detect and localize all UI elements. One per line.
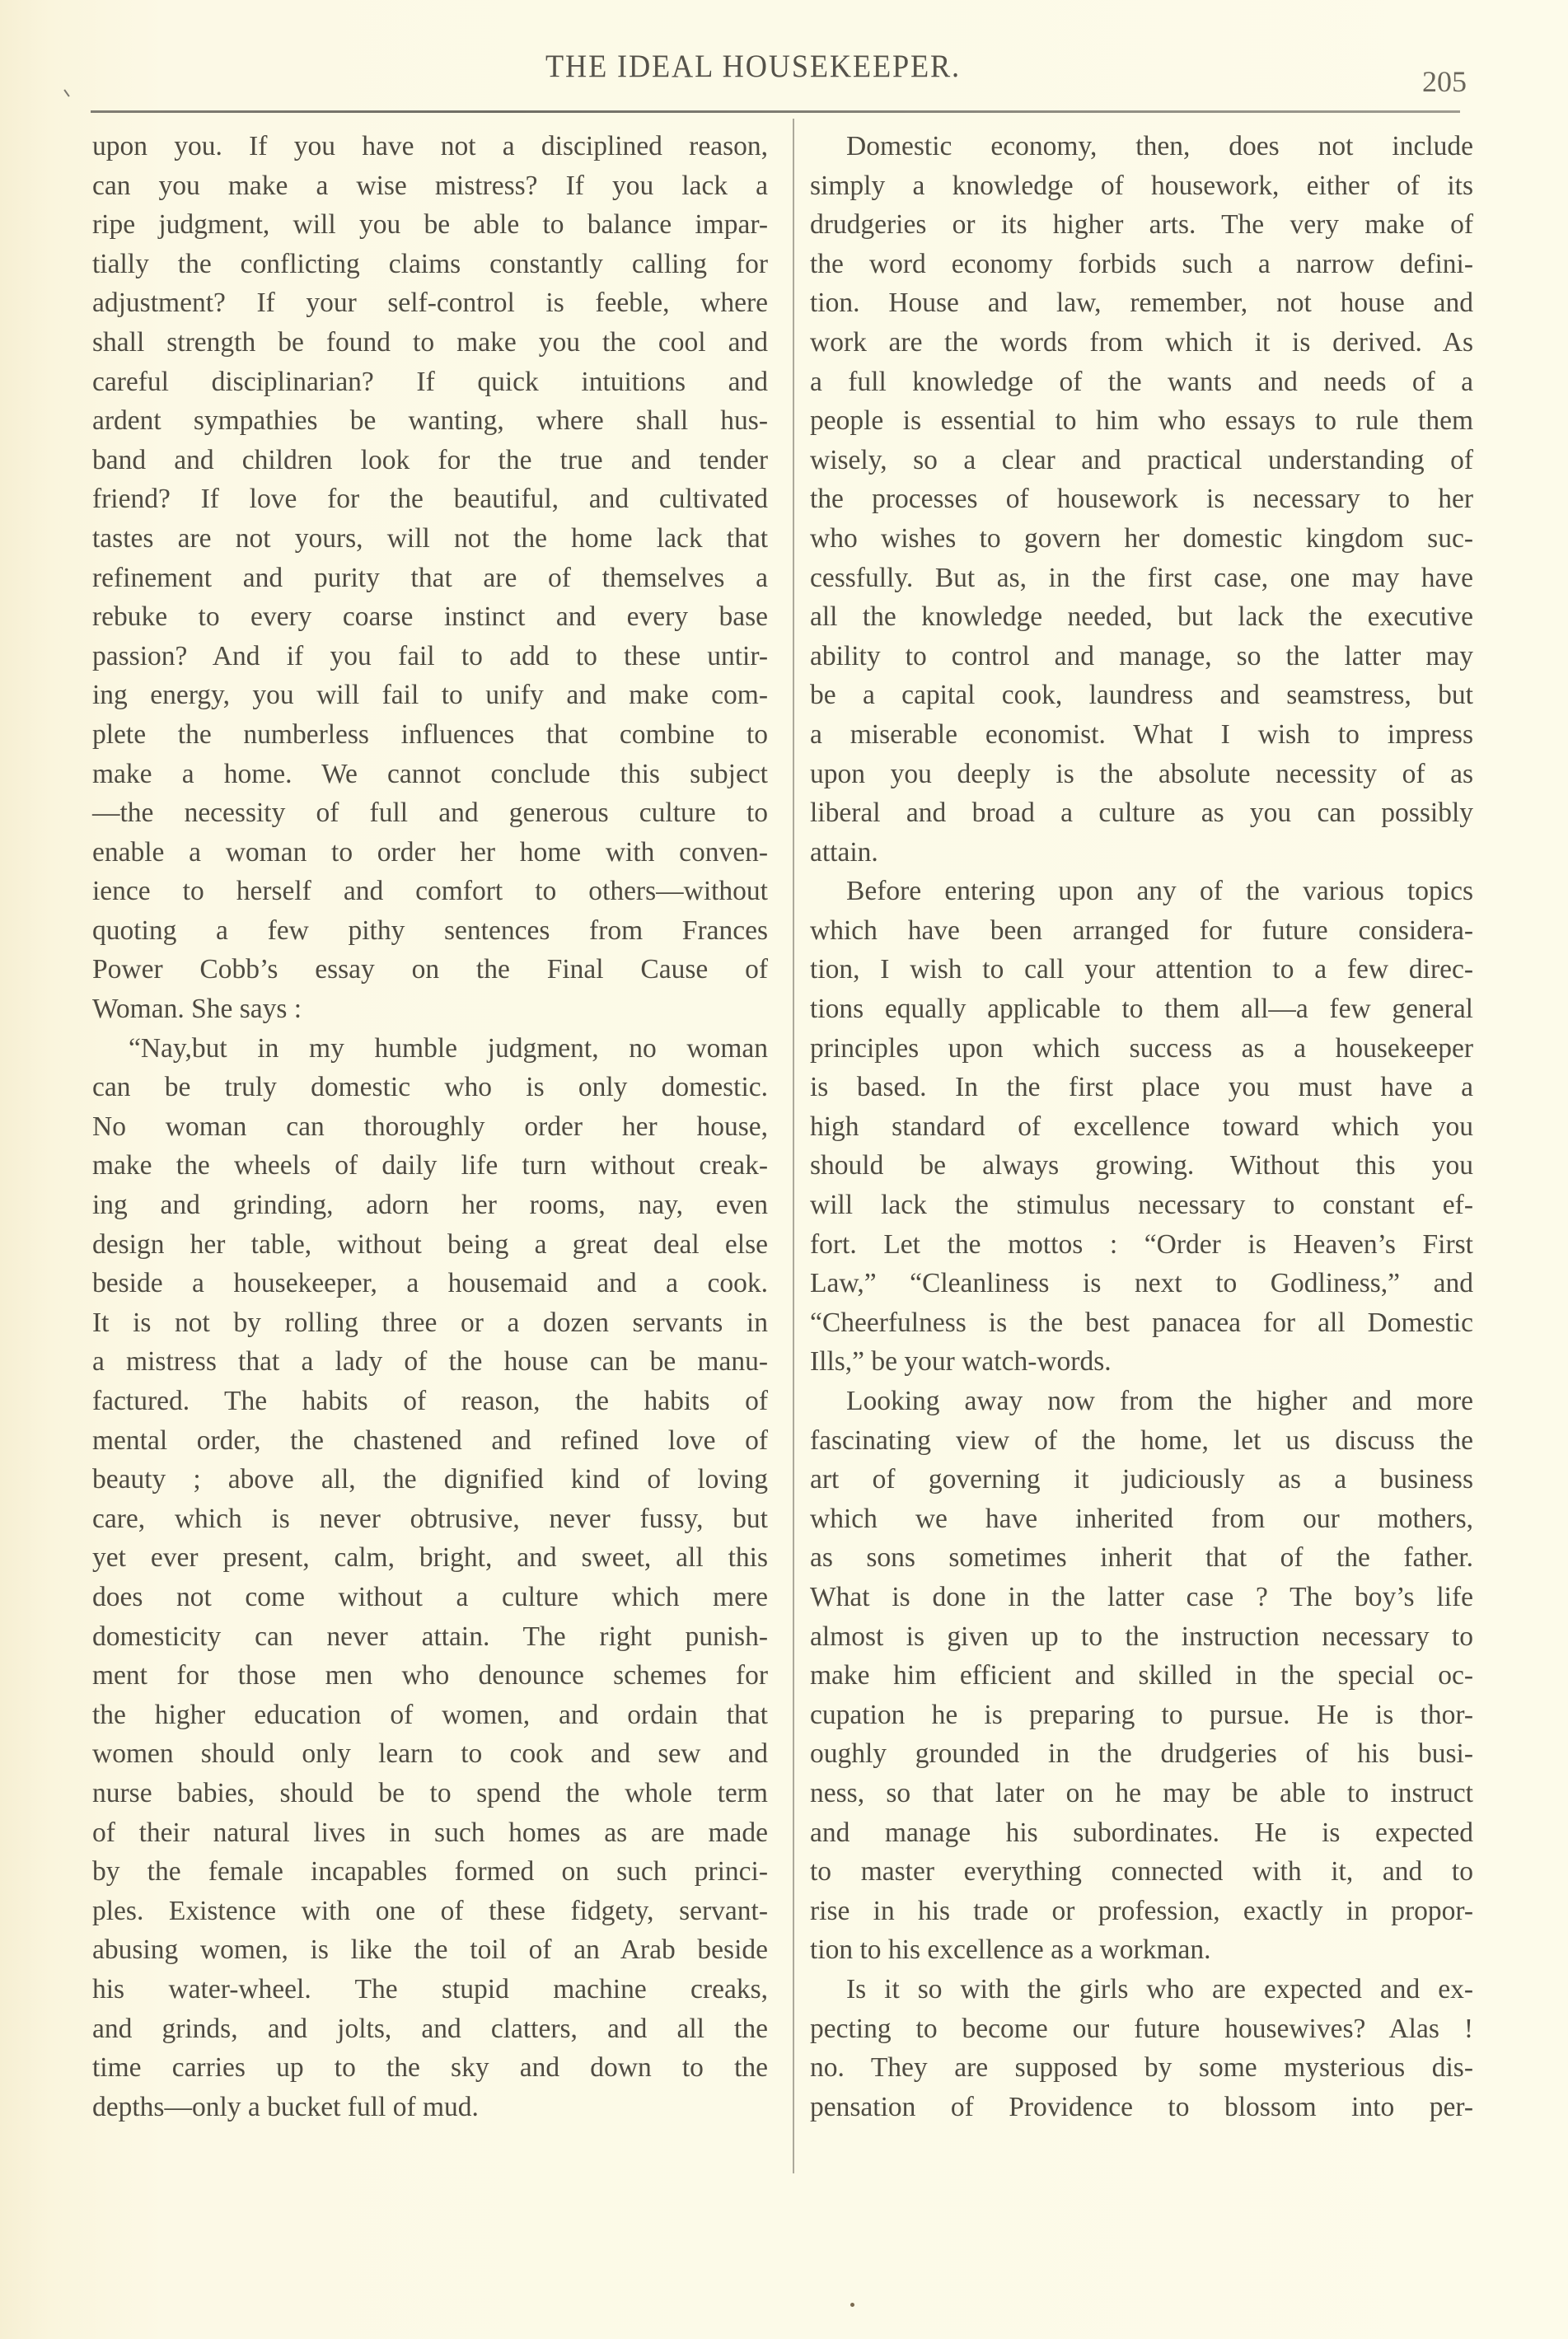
text-line: —the necessity of full and generous culture to: [92, 798, 768, 829]
left-column: [92, 127, 768, 2126]
text-line: nurse babies, should be to spend the whole term: [92, 1777, 768, 1808]
right-column: [810, 127, 1473, 2126]
text-line: It is not by rolling three or a dozen servants in: [92, 1307, 768, 1338]
text-line: as sons sometimes inherit that of the father.: [810, 1542, 1473, 1574]
text-line: does not come without a culture which mere: [92, 1581, 768, 1612]
text-line: fascinating view of the home, let us discuss the: [810, 1424, 1473, 1456]
text-line: ment for those men who denounce schemes for: [92, 1660, 768, 1691]
text-line: is based. In the first place you must have a: [810, 1072, 1473, 1103]
text-line: the processes of housework is necessary to her: [810, 484, 1473, 515]
text-line: make a home. We cannot conclude this subject: [92, 758, 768, 789]
text-line: of their natural lives in such homes as are made: [92, 1817, 768, 1848]
text-line: ples. Existence with one of these fidgety, servant-: [92, 1895, 768, 1926]
text-line: can be truly domestic who is only domestic.: [92, 1072, 768, 1103]
text-line: rebuke to every coarse instinct and every base: [92, 601, 768, 633]
text-line: a full knowledge of the wants and needs of a: [810, 366, 1473, 397]
text-line: adjustment? If your self-control is feeble, where: [92, 288, 768, 319]
text-line: tion to his excellence as a workman.: [810, 1934, 1211, 1966]
text-line: art of governing it judiciously as a business: [810, 1464, 1473, 1495]
text-line: tastes are not yours, will not the home lack that: [92, 522, 768, 554]
text-line: will lack the stimulus necessary to constant ef-: [810, 1190, 1473, 1221]
text-line: yet ever present, calm, bright, and sweet, all this: [92, 1542, 768, 1574]
text-line: friend? If love for the beautiful, and cultivated: [92, 484, 768, 515]
text-line: domesticity can never attain. The right punish-: [92, 1621, 768, 1652]
text-line: depths—only a bucket full of mud.: [92, 2091, 479, 2122]
text-line: high standard of excellence toward which you: [810, 1111, 1473, 1142]
text-line: What is done in the latter case ? The boy’s life: [810, 1581, 1473, 1612]
text-line: upon you. If you have not a disciplined reason,: [92, 131, 768, 161]
paper-speck: [850, 2303, 854, 2307]
text-line: tion, I wish to call your attention to a few direc-: [810, 954, 1473, 985]
text-line: tions equally applicable to them all—a few general: [810, 994, 1473, 1025]
text-line: liberal and broad a culture as you can possibly: [810, 798, 1473, 829]
text-line: the word economy forbids such a narrow defini-: [810, 248, 1473, 279]
text-line: which have been arranged for future considera-: [810, 915, 1473, 946]
text-line: and grinds, and jolts, and clatters, and all the: [92, 2013, 768, 2044]
text-line: who wishes to govern her domestic kingdom suc-: [810, 522, 1473, 554]
header-rule: [91, 110, 1460, 113]
text-line: pecting to become our future housewives? Alas !: [810, 2013, 1473, 2044]
text-line: Power Cobb’s essay on the Final Cause of: [92, 954, 768, 985]
text-line: no. They are supposed by some mysterious dis-: [810, 2052, 1473, 2084]
text-line: Ills,” be your watch-words.: [810, 1346, 1112, 1378]
text-line: refinement and purity that are of themselves a: [92, 562, 768, 593]
text-line: upon you deeply is the absolute necessity of as: [810, 758, 1473, 789]
text-line: Before entering upon any of the various topics: [846, 876, 1473, 907]
text-line: Is it so with the girls who are expected and ex-: [846, 1973, 1473, 2005]
text-line: plete the numberless influences that combine to: [92, 718, 768, 750]
text-line: simply a knowledge of housework, either of its: [810, 170, 1473, 201]
text-line: which we have inherited from our mothers,: [810, 1503, 1473, 1534]
text-line: drudgeries or its higher arts. The very make of: [810, 209, 1473, 241]
running-head-title: THE IDEAL HOUSEKEEPER.: [545, 49, 961, 84]
text-line: ience to herself and comfort to others—without: [92, 876, 768, 907]
text-line: “Cheerfulness is the best panacea for all Domestic: [810, 1307, 1473, 1338]
text-line: shall strength be found to make you the cool and: [92, 326, 768, 358]
text-line: time carries up to the sky and down to the: [92, 2052, 768, 2084]
text-line: pensation of Providence to blossom into per-: [810, 2091, 1473, 2122]
text-line: to master everything connected with it, and to: [810, 1856, 1473, 1888]
text-line: cupation he is preparing to pursue. He is thor-: [810, 1699, 1473, 1730]
text-line: work are the words from which it is derived. As: [810, 326, 1473, 358]
text-line: fort. Let the mottos : “Order is Heaven’s First: [810, 1228, 1473, 1260]
text-line: people is essential to him who essays to rule them: [810, 405, 1473, 437]
column-divider: [793, 119, 794, 2173]
page-number: 205: [1422, 65, 1467, 98]
text-line: oughly grounded in the drudgeries of his busi-: [810, 1738, 1473, 1770]
text-line: a miserable economist. What I wish to impress: [810, 718, 1473, 750]
text-line: mental order, the chastened and refined love of: [92, 1424, 768, 1456]
text-line: “Nay,but in my humble judgment, no woman: [129, 1032, 768, 1064]
text-line: design her table, without being a great deal else: [92, 1228, 768, 1260]
text-line: tially the conflicting claims constantly calling for: [92, 248, 768, 279]
text-line: ardent sympathies be wanting, where shall hus-: [92, 405, 768, 437]
text-line: Law,” “Cleanliness is next to Godliness,” and: [810, 1268, 1473, 1299]
text-line: quoting a few pithy sentences from Frances: [92, 915, 768, 946]
text-line: ing energy, you will fail to unify and make com-: [92, 680, 768, 711]
text-line: Looking away now from the higher and more: [846, 1386, 1473, 1416]
text-line: the higher education of women, and ordain that: [92, 1699, 768, 1730]
text-line: a mistress that a lady of the house can be manu-: [92, 1346, 768, 1378]
text-line: careful disciplinarian? If quick intuitions and: [92, 366, 768, 397]
text-line: principles upon which success as a housekeeper: [810, 1032, 1473, 1064]
text-line: be a capital cook, laundress and seamstress, but: [810, 680, 1473, 711]
text-line: ability to control and manage, so the latter may: [810, 640, 1473, 671]
text-line: attain.: [810, 836, 878, 868]
text-line: all the knowledge needed, but lack the executive: [810, 601, 1473, 633]
text-line: cessfully. But as, in the first case, one may have: [810, 562, 1473, 593]
text-line: make him efficient and skilled in the special oc-: [810, 1660, 1473, 1691]
text-line: by the female incapables formed on such princi-: [92, 1856, 768, 1888]
text-line: care, which is never obtrusive, never fussy, but: [92, 1503, 768, 1534]
text-line: factured. The habits of reason, the habits of: [92, 1386, 768, 1416]
text-line: passion? And if you fail to add to these untir-: [92, 640, 768, 671]
text-line: beside a housekeeper, a housemaid and a cook.: [92, 1268, 768, 1299]
text-line: ness, so that later on he may be able to instruct: [810, 1777, 1473, 1808]
text-line: make the wheels of daily life turn without creak-: [92, 1150, 768, 1181]
text-line: and manage his subordinates. He is expected: [810, 1817, 1473, 1848]
text-line: Domestic economy, then, does not include: [846, 131, 1473, 161]
text-line: tion. House and law, remember, not house and: [810, 288, 1473, 319]
text-line: rise in his trade or profession, exactly in propor-: [810, 1895, 1473, 1926]
text-line: Woman. She says :: [92, 994, 302, 1025]
text-line: No woman can thoroughly order her house,: [92, 1111, 768, 1142]
text-line: band and children look for the true and tender: [92, 444, 768, 475]
running-head: [0, 33, 1568, 99]
text-line: almost is given up to the instruction necessary to: [810, 1621, 1473, 1652]
text-line: abusing women, is like the toil of an Arab beside: [92, 1934, 768, 1966]
text-line: ripe judgment, will you be able to balance impar-: [92, 209, 768, 241]
text-line: beauty ; above all, the dignified kind of loving: [92, 1464, 768, 1495]
text-line: enable a woman to order her home with conven-: [92, 836, 768, 868]
text-line: his water-wheel. The stupid machine creaks,: [92, 1973, 768, 2005]
text-line: wisely, so a clear and practical understanding of: [810, 444, 1473, 475]
text-line: ing and grinding, adorn her rooms, nay, even: [92, 1190, 768, 1221]
text-line: women should only learn to cook and sew and: [92, 1738, 768, 1770]
text-line: should be always growing. Without this you: [810, 1150, 1473, 1181]
text-line: can you make a wise mistress? If you lack a: [92, 170, 768, 201]
